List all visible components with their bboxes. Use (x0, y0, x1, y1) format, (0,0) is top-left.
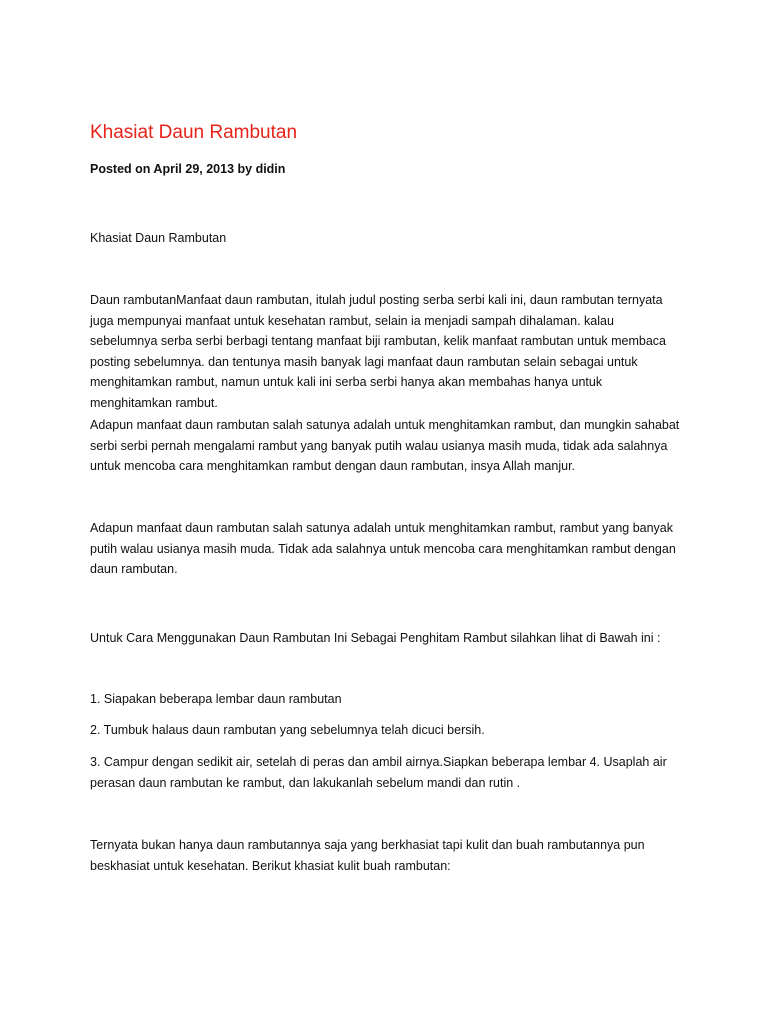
list-item-step-3: 3. Campur dengan sedikit air, setelah di peras dan ambil airnya.Siapkan beberapa lembar 4. Usaplah air perasan daun rambutan ke rambut, dan lakukanlah sebelum mandi dan rutin . (90, 755, 667, 790)
paragraph-benefit: Adapun manfaat daun rambutan salah satunya adalah untuk menghitamkan rambut, dan mungkin sahabat serbi serbi pernah mengalami rambut yang banyak putih walau usianya masih muda, tidak ada salahnya untuk mencoba cara menghitamkan rambut dengan daun rambutan, insya Allah manjur. (90, 418, 680, 474)
paragraph-closing: Ternyata bukan hanya daun rambutannya saja yang berkhasiat tapi kulit dan buah rambutannya pun beskhasiat untuk kesehatan. Berikut khasiat kulit buah rambutan: (90, 838, 645, 873)
paragraph-benefit-short: Adapun manfaat daun rambutan salah satunya adalah untuk menghitamkan rambut, rambut yang banyak putih walau usianya masih muda. Tidak ada salahnya untuk mencoba cara menghitamkan rambut dengan daun rambutan. (90, 521, 676, 577)
list-item-step-1: 1. Siapakan beberapa lembar daun rambutan (90, 692, 342, 706)
post-meta: Posted on April 29, 2013 by didin (90, 162, 286, 176)
paragraph-instructions-intro: Untuk Cara Menggunakan Daun Rambutan Ini Sebagai Penghitam Rambut silahkan lihat di Bawah ini : (90, 631, 661, 645)
list-item-step-2: 2. Tumbuk halaus daun rambutan yang sebelumnya telah dicuci bersih. (90, 723, 485, 737)
paragraph-intro: Daun rambutanManfaat daun rambutan, itulah judul posting serba serbi kali ini, daun rambutan ternyata juga mempunyai manfaat untuk kesehatan rambut, selain ia menjadi sampah dihalaman. kalau sebelumnya serba serbi berbagi tentang manfaat biji rambutan, kelik manfaat rambutan untuk membaca posting sebelumnya. dan tentunya masih banyak lagi manfaat daun rambutan selain sebagai untuk menghitamkan rambut, namun untuk kali ini serba serbi hanya akan membahas hanya untuk menghitamkan rambut. (90, 293, 667, 410)
article-title: Khasiat Daun Rambutan (90, 122, 298, 143)
article-subheading: Khasiat Daun Rambutan (90, 231, 227, 245)
